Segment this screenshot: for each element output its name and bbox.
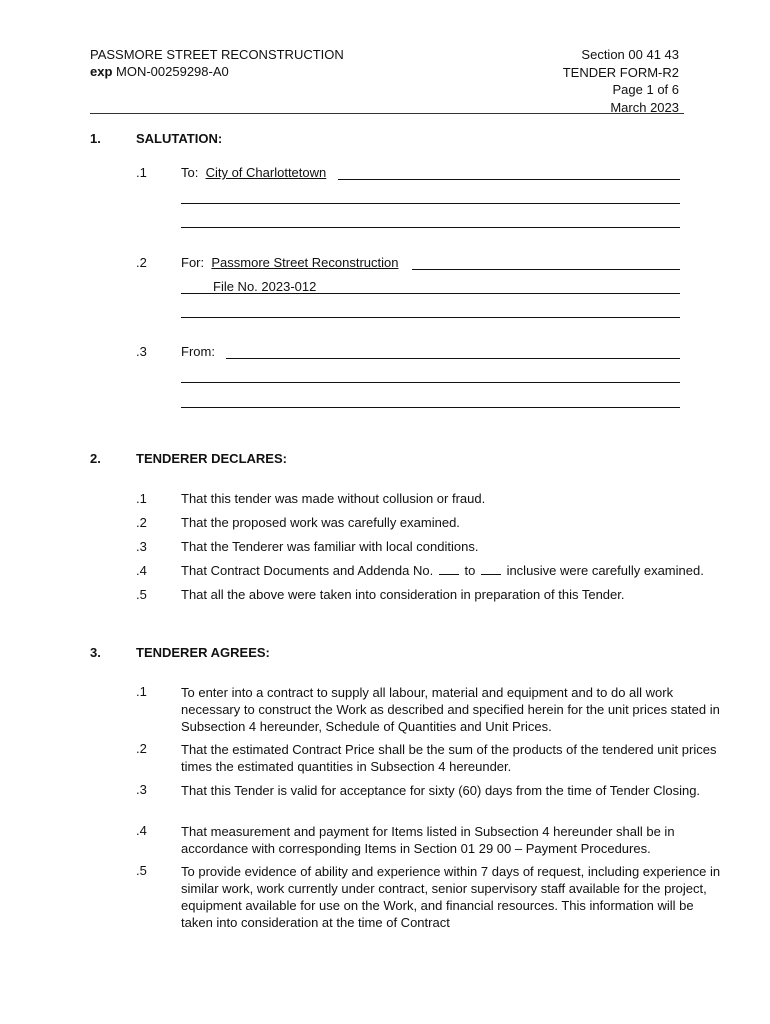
page-number: Page 1 of 6: [612, 82, 679, 97]
item-3-2-number: .2: [136, 741, 147, 756]
item-2-2-text: That the proposed work was carefully examined.: [181, 515, 460, 530]
for-value: Passmore Street Reconstruction: [211, 255, 399, 270]
section-1-number: 1.: [90, 131, 101, 146]
section-3-number: 3.: [90, 645, 101, 660]
reference-code: exp MON-00259298-A0: [90, 64, 229, 79]
item-2-3-text: That the Tenderer was familiar with local conditions.: [181, 539, 479, 554]
to-line-2: [181, 203, 680, 204]
item-2-1-text: That this tender was made without collusion or fraud.: [181, 491, 486, 506]
item-2-5-text: That all the above were taken into consideration in preparation of this Tender.: [181, 587, 625, 602]
item-1-2-number: .2: [136, 255, 147, 270]
for-line-3: [181, 317, 680, 318]
to-value: City of Charlottetown: [205, 165, 327, 180]
item-3-3-number: .3: [136, 782, 147, 797]
section-2-title: TENDERER DECLARES:: [136, 451, 287, 466]
to-line-3: [181, 227, 680, 228]
addenda-to-blank[interactable]: [481, 563, 501, 575]
file-line: [213, 293, 680, 294]
item-3-5-number: .5: [136, 863, 147, 878]
item-3-4-number: .4: [136, 823, 147, 838]
item-1-3-number: .3: [136, 344, 147, 359]
item-3-1-number: .1: [136, 684, 147, 699]
section-number: Section 00 41 43: [581, 47, 679, 62]
to-field[interactable]: To: City of Charlottetown: [181, 165, 327, 180]
page-header-right: [563, 46, 679, 116]
section-1-title: SALUTATION:: [136, 131, 223, 146]
from-line[interactable]: [226, 358, 680, 359]
file-number: File No. 2023-012: [213, 279, 317, 294]
item-3-5-text: To provide evidence of ability and experience within 7 days of request, including experience in similar work, work currently under contract, senior supervisory staff available for the project, equipment available for use on the Work, and financial resources. This information will be taken into consideration at the time of Contract: [181, 864, 721, 930]
item-3-2-text: That the estimated Contract Price shall be the sum of the products of the tendered unit prices times the estimated quantities in Subsection 4 hereunder.: [181, 742, 717, 774]
form-name: TENDER FORM-R2: [562, 64, 679, 80]
addenda-from-blank[interactable]: [439, 563, 459, 575]
from-line-2[interactable]: [181, 382, 680, 383]
item-2-5-number: .5: [136, 587, 147, 602]
item-2-3-number: .3: [136, 539, 147, 554]
item-3-3-text: That this Tender is valid for acceptance for sixty (60) days from the time of Tender Closing.: [181, 783, 701, 798]
item-1-1-number: .1: [136, 165, 147, 180]
for-line: [412, 269, 680, 270]
item-2-4-number: .4: [136, 563, 147, 578]
section-3-title: TENDERER AGREES:: [136, 645, 270, 660]
section-2-number: 2.: [90, 451, 101, 466]
item-2-2-number: .2: [136, 515, 147, 530]
from-label: From:: [181, 344, 215, 359]
project-title: PASSMORE STREET RECONSTRUCTION: [90, 47, 344, 62]
from-line-3[interactable]: [181, 407, 680, 408]
item-3-4-text: That measurement and payment for Items listed in Subsection 4 hereunder shall be in accordance with corresponding Items in Section 01 29 00 – Payment Procedures.: [181, 824, 675, 856]
to-line: [338, 179, 680, 180]
file-line-lead: [181, 293, 213, 294]
item-2-4-text: That Contract Documents and Addenda No. to inclusive were carefully examined.: [181, 563, 704, 578]
item-2-1-number: .1: [136, 491, 147, 506]
item-3-1-text: To enter into a contract to supply all labour, material and equipment and to do all work necessary to construct the Work as described and specified herein for the unit prices stated in Subsection 4 hereunder, Schedule of Quantities and Unit Prices.: [181, 685, 720, 734]
page-header-left: [90, 46, 344, 80]
header-divider: [90, 113, 684, 114]
for-field[interactable]: For: Passmore Street Reconstruction: [181, 255, 399, 270]
issue-date: March 2023: [610, 99, 679, 115]
